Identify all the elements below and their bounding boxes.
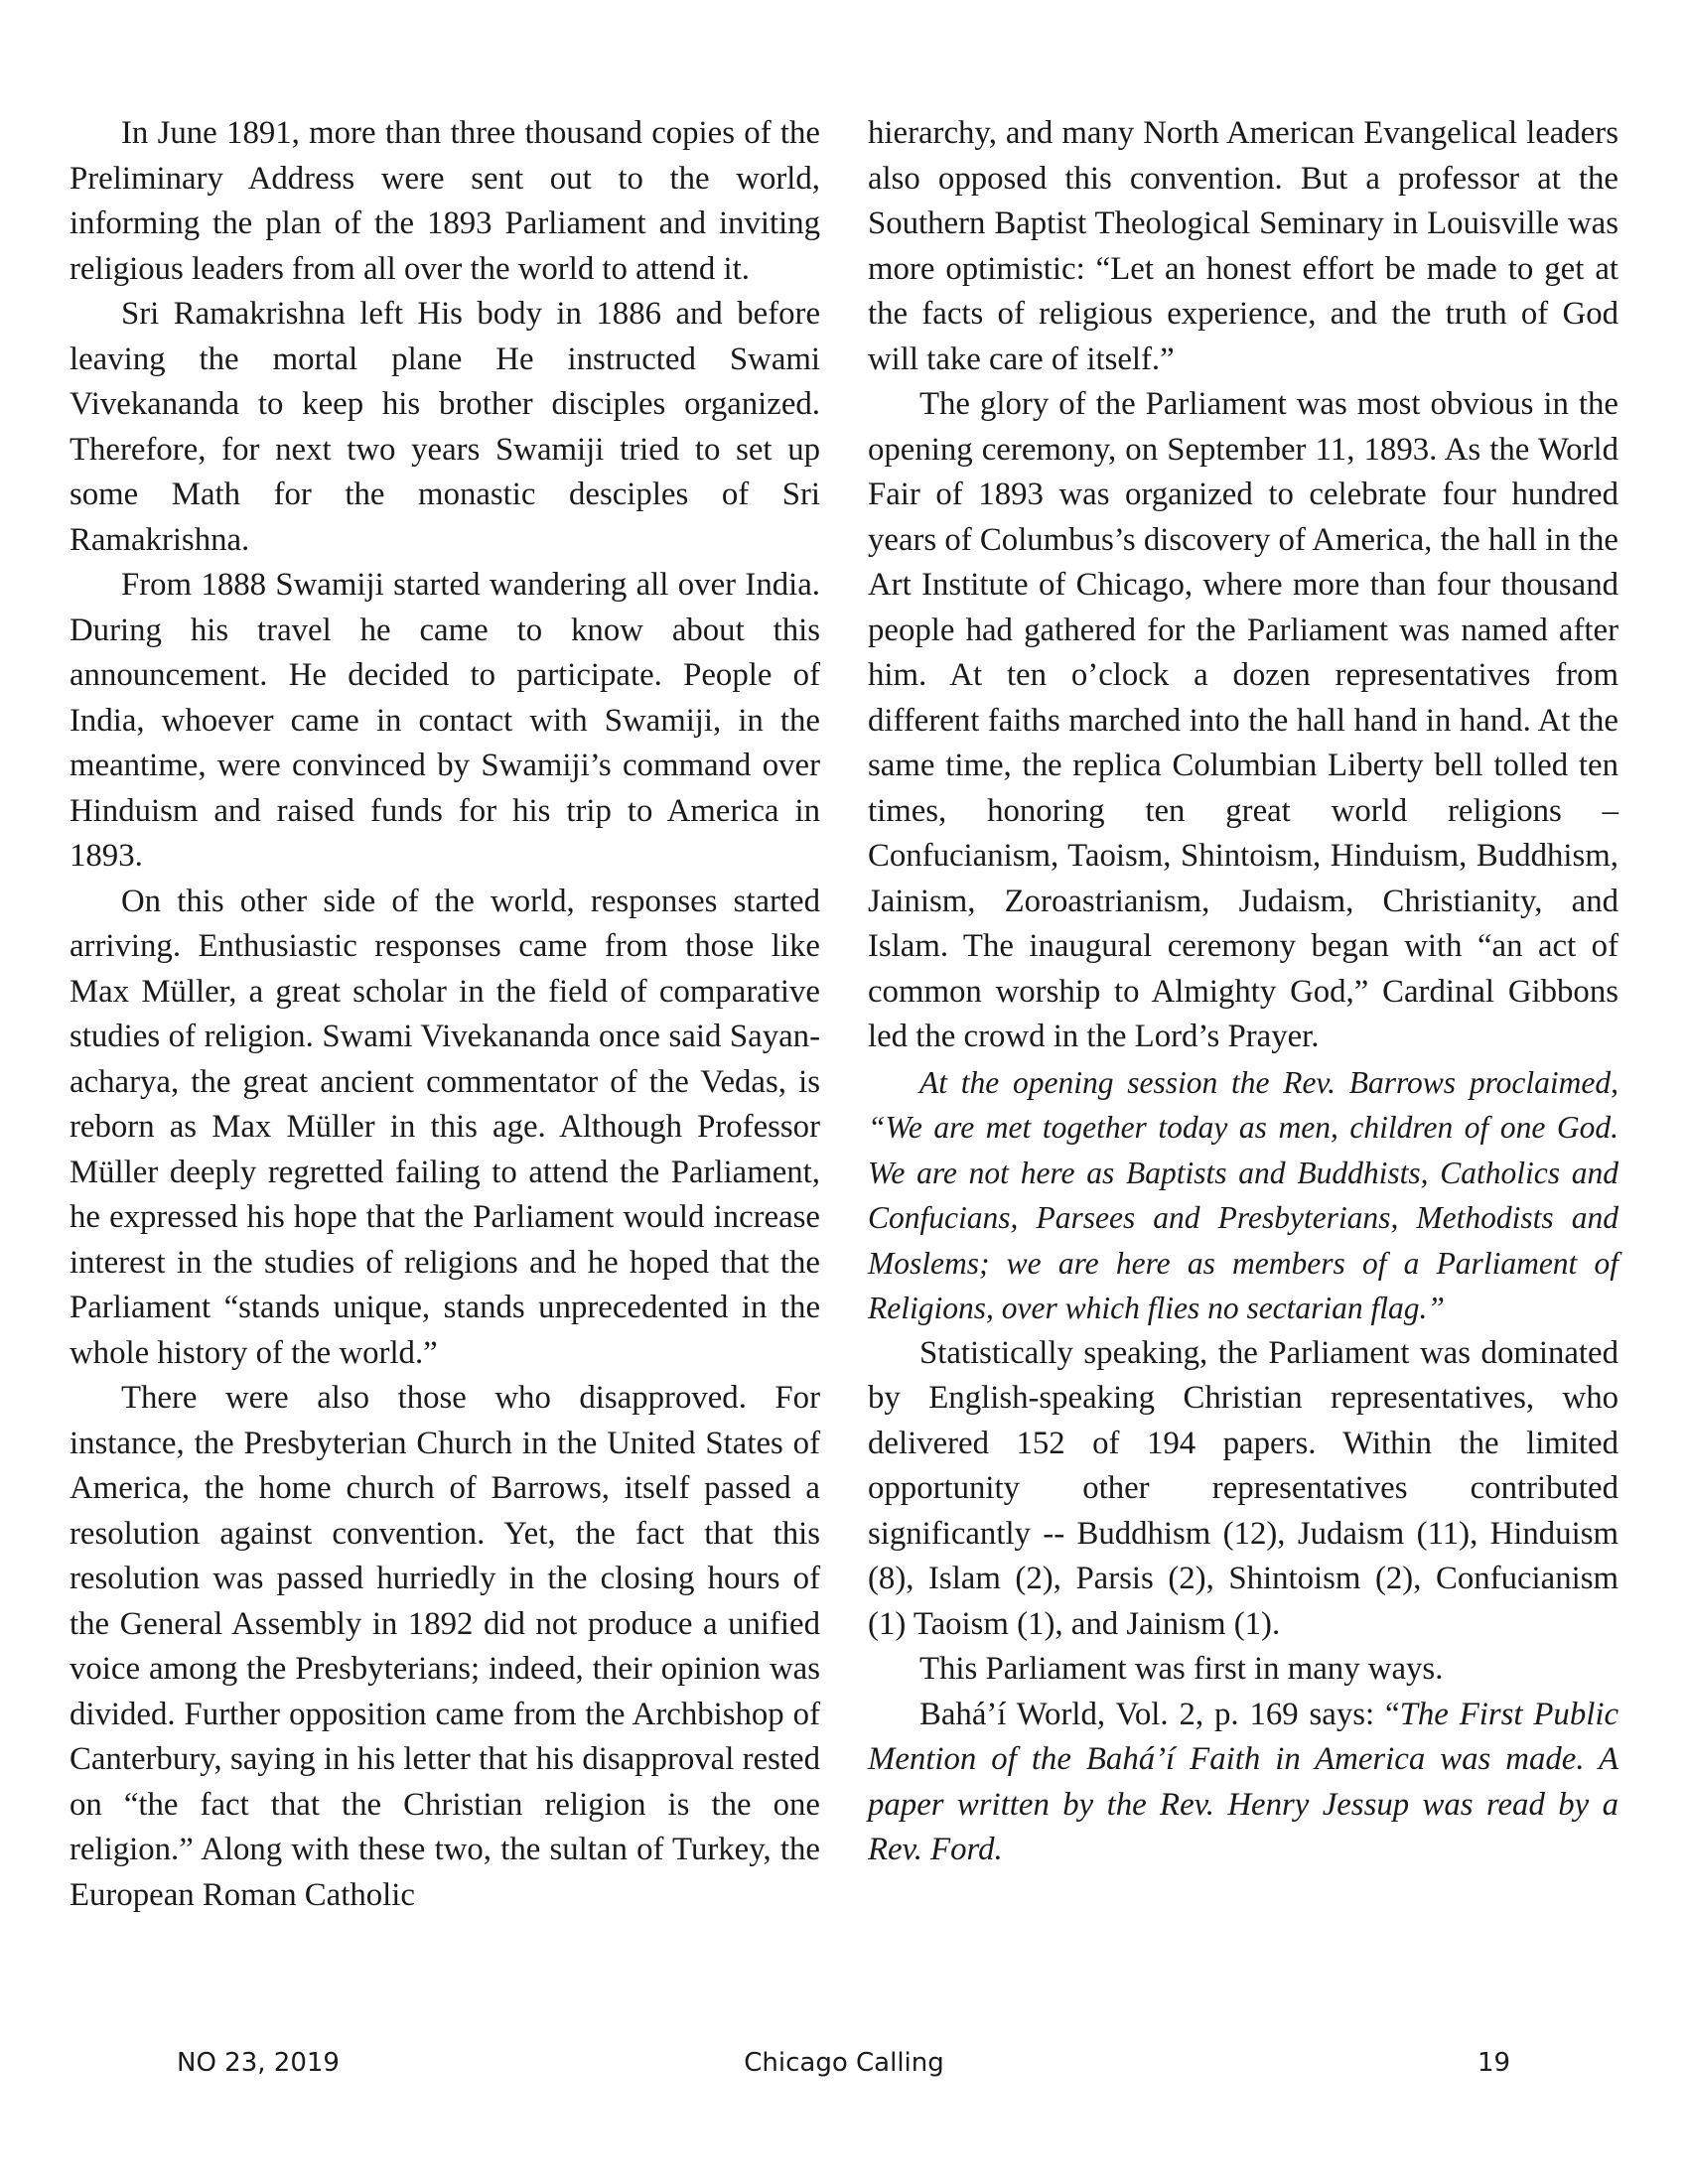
paragraph: From 1888 Swamiji started wandering all over India. During his travel he came to know about this announcement. He decided to participate. People of India, whoever came in contact with Swamiji, in the meantime, were convinced by Swamiji’s command over Hinduism and raised funds for his trip to America in 1893. [70,567,820,874]
bahai-paragraph [868,1693,1618,1873]
paragraph-continued: hierarchy, and many North American Evangelical leaders also opposed this convention. But a professor at the Southern Baptist Theological Seminary in Louisville was more optimistic: “Let an honest effort be made to get at the facts of religious experience, and the truth of God will take care of itself.” [868,115,1618,377]
paragraph: The glory of the Parliament was most obvious in the opening ceremony, on September 11, 1893. As the World Fair of 1893 was organized to celebrate four hundred years of Columbus’s discovery of America, the hall in the Art Institute of Chicago, where more than four thousand people had gathered for the Parliament was named after him. At ten o’clock a dozen representatives from different faiths marched into the hall hand in hand. At the same time, the replica Columbian Liberty bell tolled ten times, honoring ten great world religions – Confucianism, Taoism, Shintoism, Hinduism, Buddhism, Jainism, Zoroastrianism, Judaism, Christianity, and Islam. The inaugural ceremony began with “an act of common worship to Almighty God,” Cardinal Gibbons led the crowd in the Lord’s Prayer. [868,386,1618,1054]
paragraph: This Parliament was first in many ways. [919,1651,1444,1687]
page-footer [0,2048,1688,2084]
right-column [868,111,1618,1873]
left-column [70,111,820,1918]
bahai-paragraph-quote: The First Public Mention of the Bahá’í Faith in America was made. A paper written by the Rev. Henry Jessup was read by a Rev. Ford. [868,1696,1618,1867]
footer-publication: Chicago Calling [744,2048,944,2078]
paragraph: Statistically speaking, the Parliament was dominated by English-speaking Christian representatives, who delivered 152 of 194 papers. Within the limited opportunity other representatives contributed significantly -- Buddhism (12), Judaism (11), Hinduism (8), Islam (2), Parsis (2), Shintoism (2), Confucianism (1) Taoism (1), and Jainism (1). [868,1334,1618,1642]
barrows-quote: At the opening session the Rev. Barrows proclaimed, “We are met together today as men, children of one God. We are not here as Baptists and Buddhists, Catholics and Confucians, Parsees and Presbyterians, Methodists and Moslems; we are here as members of a Parliament of Religions, over which flies no sectarian flag.” [868,1064,1618,1325]
paragraph: There were also those who disapproved. For instance, the Presbyterian Church in the United States of America, the home church of Barrows, itself passed a resolution against convention. Yet, the fact that this resolution was passed hurriedly in the closing hours of the General Assembly in 1892 did not produce a unified voice among the Presbyterians; indeed, their opinion was divided. Further opposition came from the Archbishop of Canterbury, saying in his letter that his disapproval rested on “the fact that the Christian religion is the one religion.” Along with these two, the sultan of Turkey, the European Roman Catholic [70,1380,820,1913]
paragraph: On this other side of the world, responses started arriving. Enthusiastic responses came from those like Max Müller, a great scholar in the field of comparative studies of religion. Swami Vivekananda once said Sayan-acharya, the great ancient commentator of the Vedas, is reborn as Max Müller in this age. Although Professor Müller deeply regretted failing to attend the Parliament, he expressed his hope that the Parliament would increase interest in the studies of religions and he hoped that the Parliament “stands unique, stands unprecedented in the whole history of the world.” [70,883,820,1371]
paragraph: Sri Ramakrishna left His body in 1886 and before leaving the mortal plane He instructed Swami Vivekananda to keep his brother disciples organized. Therefore, for next two years Swamiji tried to set up some Math for the monastic desciples of Sri Ramakrishna. [70,296,820,558]
footer-page-number: 19 [1477,2048,1511,2078]
paragraph: In June 1891, more than three thousand copies of the Preliminary Address were sent out to the world, informing the plan of the 1893 Parliament and inviting religious leaders from all over the world to attend it. [70,115,820,287]
footer-issue: NO 23, 2019 [177,2048,340,2078]
bahai-paragraph-lead: Bahá’í World, Vol. 2, p. 169 says: “ [919,1696,1400,1732]
